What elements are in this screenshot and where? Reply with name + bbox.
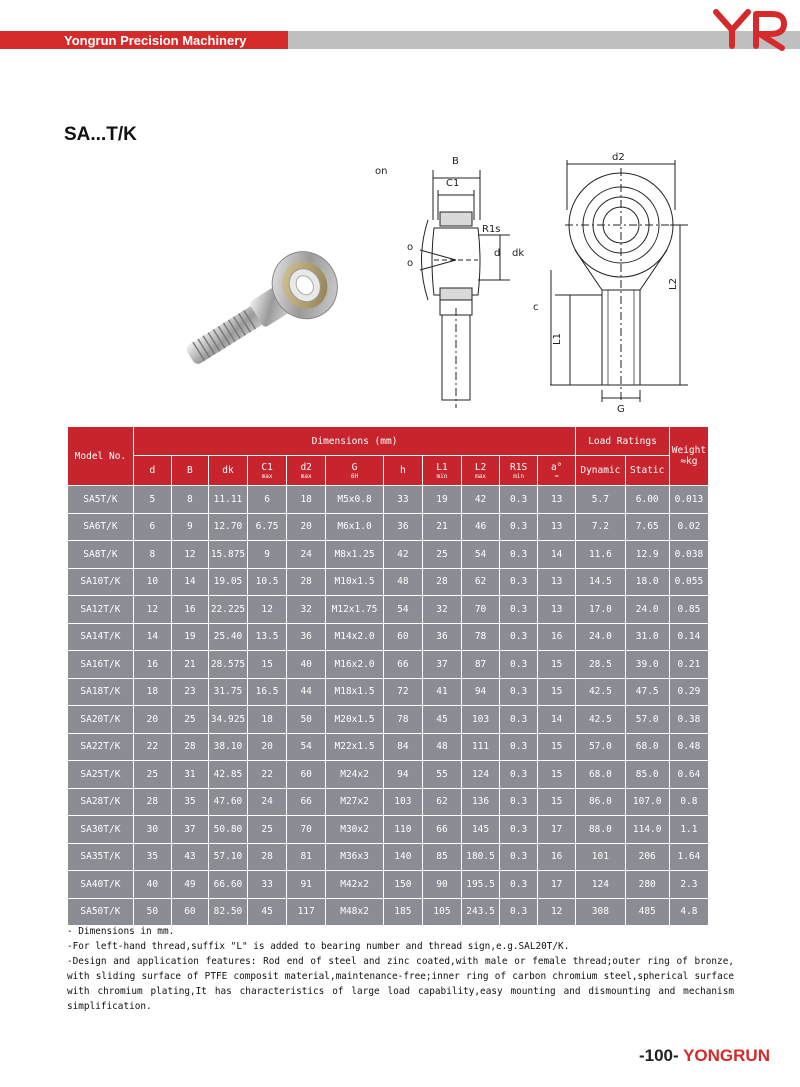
table-cell: 17 [538,871,576,899]
table-cell: 68.0 [576,761,625,789]
table-cell: 82.50 [208,898,247,926]
table-row [68,486,709,514]
table-cell: 0.29 [669,678,708,706]
table-cell: 62 [422,788,461,816]
table-cell: 15 [538,761,576,789]
table-cell: 185 [383,898,422,926]
label-G: G [617,404,625,415]
table-cell: 180.5 [462,843,500,871]
table-cell: M36x3 [326,843,384,871]
table-cell: M27x2 [326,788,384,816]
table-cell: 9 [171,513,208,541]
table-row [68,706,709,734]
table-cell: M16x2.0 [326,651,384,679]
table-cell: 54 [383,596,422,624]
table-cell: M24x2 [326,761,384,789]
table-cell: 4.8 [669,898,708,926]
table-cell: 124 [576,871,625,899]
table-cell: 0.038 [669,541,708,569]
table-cell: 24.0 [625,596,669,624]
table-row [68,623,709,651]
table-cell: 145 [462,816,500,844]
table-cell: 94 [383,761,422,789]
table-cell: M8x1.25 [326,541,384,569]
table-cell: 34.925 [208,706,247,734]
table-cell: 37 [171,816,208,844]
table-cell: 81 [287,843,326,871]
table-row [68,816,709,844]
table-cell: 18 [133,678,171,706]
table-cell: 42.5 [576,706,625,734]
table-cell: 8 [171,486,208,514]
table-row [68,568,709,596]
rod-end-photo [128,216,348,386]
table-row [68,513,709,541]
table-cell: 0.02 [669,513,708,541]
table-cell: 36 [287,623,326,651]
table-cell: 0.3 [500,678,538,706]
table-cell: 0.3 [500,816,538,844]
table-cell: 25 [171,706,208,734]
table-cell: 12.9 [625,541,669,569]
table-cell: 140 [383,843,422,871]
table-cell: 14 [171,568,208,596]
table-cell: 39.0 [625,651,669,679]
table-cell: 150 [383,871,422,899]
table-row [68,761,709,789]
table-cell: 15 [248,651,287,679]
table-row [68,871,709,899]
label-d2: d2 [612,152,625,163]
table-cell: 14 [538,706,576,734]
table-cell: 46 [462,513,500,541]
table-cell: 25 [248,816,287,844]
technical-drawing [370,150,690,420]
table-cell: 0.3 [500,788,538,816]
table-cell: 31 [171,761,208,789]
table-cell: 101 [576,843,625,871]
table-cell: 0.3 [500,843,538,871]
table-cell: 0.3 [500,871,538,899]
table-cell: 308 [576,898,625,926]
table-cell: 13 [538,513,576,541]
table-cell: 19 [422,486,461,514]
table-row [68,678,709,706]
table-cell: 7.2 [576,513,625,541]
table-cell: 11.6 [576,541,625,569]
table-cell: 37 [422,651,461,679]
table-cell: 28 [171,733,208,761]
table-cell: 0.3 [500,486,538,514]
table-cell: 22.225 [208,596,247,624]
label-on: on [375,166,388,177]
table-cell: 18 [248,706,287,734]
table-cell: 14 [538,541,576,569]
table-row [68,843,709,871]
table-cell: M48x2 [326,898,384,926]
note-left-hand: -For left-hand thread,suffix "L" is added to bearing number and thread sign,e.g.SAL20T/K. [67,941,570,952]
table-row [68,788,709,816]
table-cell: 66 [287,788,326,816]
table-cell: 33 [383,486,422,514]
table-cell: 14.5 [576,568,625,596]
table-cell: 15.875 [208,541,247,569]
table-cell: 0.3 [500,733,538,761]
table-cell: 57.10 [208,843,247,871]
table-cell: 0.64 [669,761,708,789]
table-cell: 0.3 [500,623,538,651]
table-cell: 5 [133,486,171,514]
table-cell: M42x2 [326,871,384,899]
table-cell: 85.0 [625,761,669,789]
table-cell: 15 [538,678,576,706]
label-dk: dk [512,248,525,259]
table-cell: 88.0 [576,816,625,844]
table-cell: 20 [248,733,287,761]
yr-logo-icon [712,6,788,52]
table-cell: 40 [133,871,171,899]
company-name: Yongrun Precision Machinery [64,33,247,48]
page-number: -100- [638,1046,679,1065]
table-cell: 42.85 [208,761,247,789]
table-cell: 12 [538,898,576,926]
table-cell: 103 [462,706,500,734]
col-header: d2 max [287,456,326,486]
table-cell: 124 [462,761,500,789]
table-cell: 13 [538,596,576,624]
table-cell: 24 [287,541,326,569]
table-cell: 17 [538,816,576,844]
col-header: L1 min [422,456,461,486]
table-cell: 40 [287,651,326,679]
table-cell: 22 [248,761,287,789]
table-cell: 206 [625,843,669,871]
col-model: Model No. [68,427,134,486]
table-cell: 12 [171,541,208,569]
table-cell: 50.80 [208,816,247,844]
table-cell: 42.5 [576,678,625,706]
table-cell: 15 [538,733,576,761]
table-row [68,596,709,624]
label-B: B [452,156,459,167]
table-cell: 90 [422,871,461,899]
table-cell: M12x1.75 [326,596,384,624]
table-cell: M30x2 [326,816,384,844]
model-cell: SA25T/K [68,761,134,789]
table-cell: 0.85 [669,596,708,624]
table-cell: 47.60 [208,788,247,816]
table-cell: 1.64 [669,843,708,871]
table-cell: 24.0 [576,623,625,651]
table-cell: 13 [538,486,576,514]
model-cell: SA30T/K [68,816,134,844]
model-cell: SA20T/K [68,706,134,734]
table-cell: 16 [538,843,576,871]
table-cell: 0.48 [669,733,708,761]
table-cell: 15 [538,651,576,679]
table-cell: 30 [133,816,171,844]
table-cell: 36 [422,623,461,651]
table-cell: 68.0 [625,733,669,761]
table-cell: 6 [248,486,287,514]
table-cell: 22 [133,733,171,761]
table-cell: 49 [171,871,208,899]
model-cell: SA5T/K [68,486,134,514]
table-cell: 10 [133,568,171,596]
page-title: SA...T/K [64,124,137,145]
table-cell: 87 [462,651,500,679]
table-cell: 0.3 [500,596,538,624]
table-cell: M20x1.5 [326,706,384,734]
table-cell: 0.38 [669,706,708,734]
col-header: B [171,456,208,486]
col-header: Static [625,456,669,486]
col-weight: Weight ≈kg [669,427,708,486]
label-d: d [494,248,501,259]
table-cell: 243.5 [462,898,500,926]
table-cell: 70 [462,596,500,624]
table-cell: 43 [171,843,208,871]
table-cell: 94 [462,678,500,706]
col-header: a° ≈ [538,456,576,486]
model-cell: SA50T/K [68,898,134,926]
table-cell: 44 [287,678,326,706]
table-cell: 0.3 [500,898,538,926]
table-cell: 45 [422,706,461,734]
model-cell: SA6T/K [68,513,134,541]
table-cell: 28.575 [208,651,247,679]
table-cell: 18 [287,486,326,514]
table-cell: 6 [133,513,171,541]
label-c: c [533,302,539,313]
table-cell: 35 [133,843,171,871]
table-cell: 32 [287,596,326,624]
table-cell: 60 [171,898,208,926]
table-cell: 57.0 [576,733,625,761]
table-cell: 6.00 [625,486,669,514]
table-cell: 91 [287,871,326,899]
table-cell: 0.3 [500,706,538,734]
table-cell: 21 [171,651,208,679]
model-cell: SA10T/K [68,568,134,596]
table-cell: 8 [133,541,171,569]
table-cell: 24 [248,788,287,816]
table-cell: 1.1 [669,816,708,844]
table-cell: M18x1.5 [326,678,384,706]
table-cell: 0.3 [500,513,538,541]
table-cell: 45 [248,898,287,926]
table-cell: M5x0.8 [326,486,384,514]
table-cell: 111 [462,733,500,761]
table-cell: 12.70 [208,513,247,541]
table-cell: 0.3 [500,568,538,596]
table-cell: 35 [171,788,208,816]
table-cell: 6.75 [248,513,287,541]
table-cell: 7.65 [625,513,669,541]
table-cell: 25.40 [208,623,247,651]
table-cell: 11.11 [208,486,247,514]
table-cell: 33 [248,871,287,899]
table-cell: 12 [133,596,171,624]
label-L2: L2 [668,278,679,290]
table-cell: 60 [383,623,422,651]
col-header: R1S min [500,456,538,486]
table-cell: 25 [133,761,171,789]
model-cell: SA18T/K [68,678,134,706]
table-cell: 114.0 [625,816,669,844]
model-cell: SA12T/K [68,596,134,624]
table-cell: M6x1.0 [326,513,384,541]
table-cell: 42 [383,541,422,569]
table-cell: 85 [422,843,461,871]
table-cell: 20 [133,706,171,734]
table-cell: 42 [462,486,500,514]
col-header: L2 max [462,456,500,486]
table-cell: 16.5 [248,678,287,706]
table-cell: 0.8 [669,788,708,816]
note-features: -Design and application features: Rod end of steel and zinc coated,with male or female thread;outer ring of bronze, with sliding surface of PTFE composit material,maintenance-free;inner ring of carbon chromium steel,spherical surface with chromium plating,It has characteristics of large load capability,easy mounting and dismounting and mechanism simplification. [67,956,734,1012]
table-cell: 23 [171,678,208,706]
model-cell: SA40T/K [68,871,134,899]
col-group-dimensions: Dimensions (mm) [133,427,575,456]
table-cell: 47.5 [625,678,669,706]
note-dimensions: - Dimensions in mm. [67,926,175,937]
table-cell: 66.60 [208,871,247,899]
table-cell: 66 [422,816,461,844]
label-R1s: R1s [482,224,501,235]
table-cell: 17.0 [576,596,625,624]
table-cell: 54 [287,733,326,761]
table-cell: 84 [383,733,422,761]
label-C1: C1 [446,178,460,189]
model-cell: SA8T/K [68,541,134,569]
table-cell: 10.5 [248,568,287,596]
table-cell: 0.14 [669,623,708,651]
table-cell: 38.10 [208,733,247,761]
table-cell: 16 [538,623,576,651]
table-cell: 28 [287,568,326,596]
col-header: Dynamic [576,456,625,486]
model-cell: SA28T/K [68,788,134,816]
col-header: dk [208,456,247,486]
table-row [68,898,709,926]
table-cell: 0.21 [669,651,708,679]
table-cell: 110 [383,816,422,844]
table-cell: 12 [248,596,287,624]
table-cell: 16 [133,651,171,679]
table-cell: 78 [383,706,422,734]
label-L1: L1 [552,333,563,345]
table-cell: 280 [625,871,669,899]
table-cell: 195.5 [462,871,500,899]
table-cell: 70 [287,816,326,844]
table-cell: 107.0 [625,788,669,816]
table-cell: 13 [538,568,576,596]
table-cell: 18.0 [625,568,669,596]
label-o2: o [407,258,414,269]
model-cell: SA22T/K [68,733,134,761]
table-cell: 25 [422,541,461,569]
footer-brand: YONGRUN [683,1046,770,1065]
table-cell: 86.0 [576,788,625,816]
table-cell: 28 [133,788,171,816]
table-cell: 32 [422,596,461,624]
footer [639,1046,770,1066]
spec-table [67,426,709,926]
table-cell: 62 [462,568,500,596]
table-cell: 103 [383,788,422,816]
col-header: C1 max [248,456,287,486]
table-cell: 31.0 [625,623,669,651]
col-header: G 6H [326,456,384,486]
table-cell: 78 [462,623,500,651]
table-cell: 28 [422,568,461,596]
table-cell: 0.013 [669,486,708,514]
table-cell: 136 [462,788,500,816]
model-cell: SA14T/K [68,623,134,651]
table-cell: 485 [625,898,669,926]
table-cell: 117 [287,898,326,926]
col-header: d [133,456,171,486]
notes [67,924,734,1014]
table-cell: 36 [383,513,422,541]
table-cell: 41 [422,678,461,706]
table-cell: 72 [383,678,422,706]
table-cell: 0.3 [500,651,538,679]
table-cell: 0.3 [500,541,538,569]
table-cell: 50 [287,706,326,734]
table-cell: 66 [383,651,422,679]
table-cell: M10x1.5 [326,568,384,596]
table-cell: 19.05 [208,568,247,596]
table-row [68,541,709,569]
table-cell: 2.3 [669,871,708,899]
table-cell: M14x2.0 [326,623,384,651]
label-o1: o [407,242,414,253]
table-cell: 60 [287,761,326,789]
table-cell: 31.75 [208,678,247,706]
table-cell: 0.3 [500,761,538,789]
table-cell: 15 [538,788,576,816]
table-cell: 13.5 [248,623,287,651]
table-cell: 21 [422,513,461,541]
model-cell: SA16T/K [68,651,134,679]
table-cell: 9 [248,541,287,569]
table-cell: 19 [171,623,208,651]
table-row [68,733,709,761]
table-cell: 105 [422,898,461,926]
table-cell: M22x1.5 [326,733,384,761]
table-cell: 50 [133,898,171,926]
table-cell: 28 [248,843,287,871]
table-cell: 14 [133,623,171,651]
table-cell: 20 [287,513,326,541]
table-cell: 57.0 [625,706,669,734]
col-group-load-ratings: Load Ratings [576,427,670,456]
table-cell: 55 [422,761,461,789]
table-cell: 0.055 [669,568,708,596]
table-cell: 28.5 [576,651,625,679]
table-cell: 54 [462,541,500,569]
table-cell: 5.7 [576,486,625,514]
col-header: h [383,456,422,486]
table-row [68,651,709,679]
model-cell: SA35T/K [68,843,134,871]
table-cell: 48 [422,733,461,761]
table-cell: 48 [383,568,422,596]
table-cell: 16 [171,596,208,624]
